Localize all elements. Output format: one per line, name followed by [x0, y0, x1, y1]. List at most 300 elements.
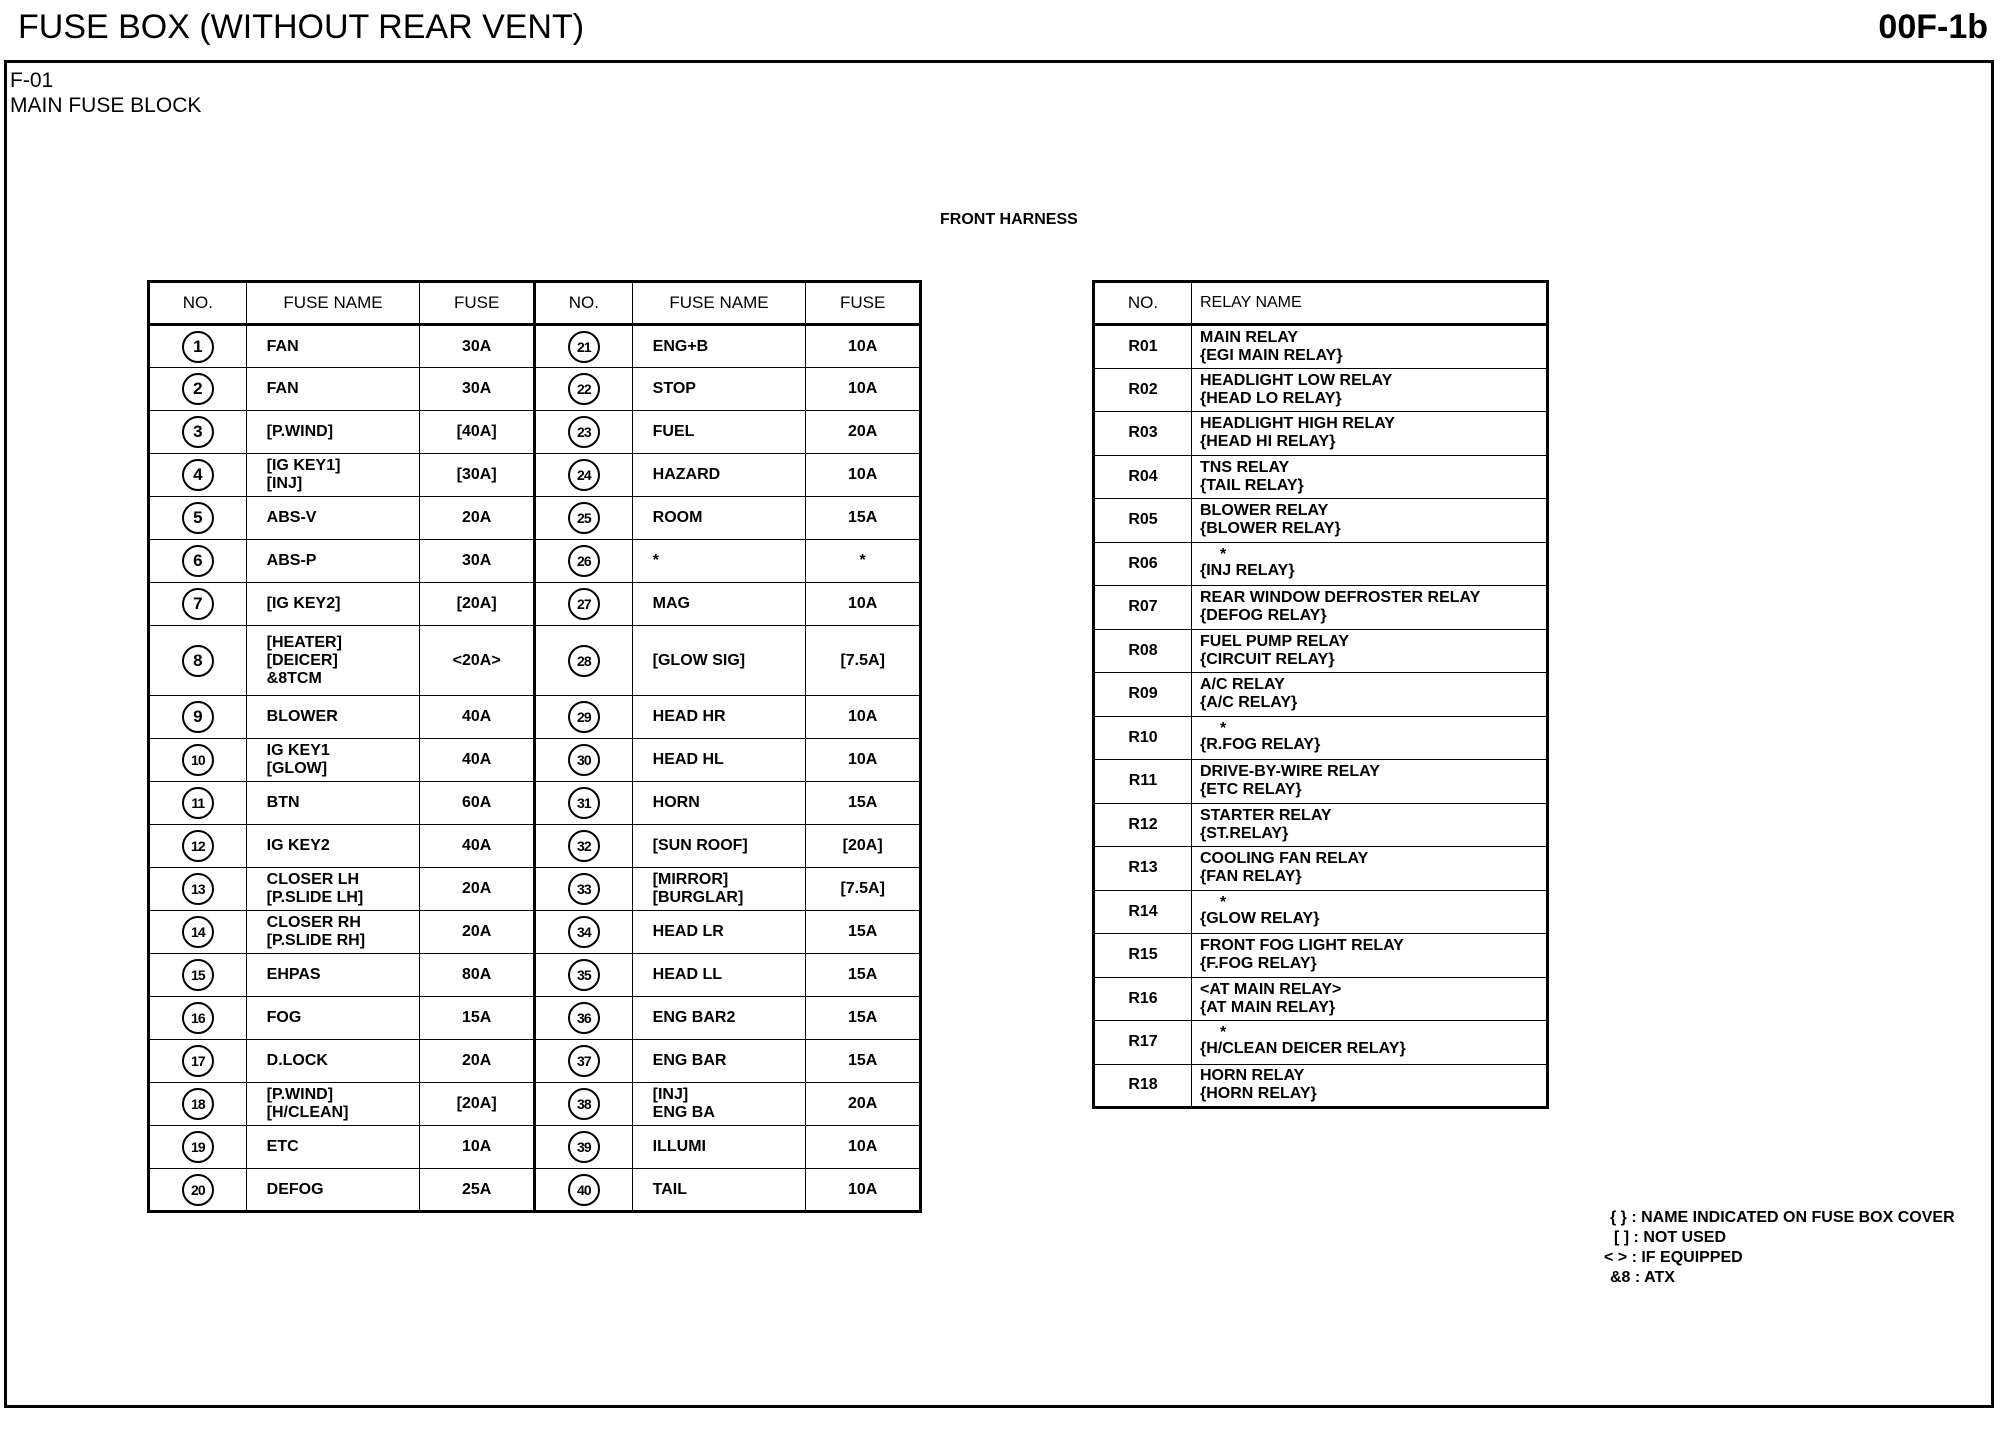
relay-name-cell	[1192, 629, 1548, 673]
fuse-rating: 15A	[806, 997, 921, 1040]
fuse-name-cell	[632, 411, 806, 454]
fuse-no-cell	[149, 997, 247, 1040]
relay-name: STARTER RELAY	[1200, 806, 1332, 824]
relay-name: *	[1220, 719, 1227, 737]
fuse-number-badge: 6	[182, 545, 214, 577]
fuse-name: BLOWER	[266, 708, 338, 725]
fuse-name: *	[652, 552, 659, 569]
fuse-rating: 10A	[806, 583, 921, 626]
fuse-number-badge: 23	[568, 416, 600, 448]
fuse-name-cell	[632, 868, 806, 911]
relay-table	[1092, 280, 1549, 1109]
fuse-number-badge: 25	[568, 502, 600, 534]
fuse-rating: 10A	[806, 696, 921, 739]
fuse-name-cell	[246, 825, 420, 868]
harness-label: FRONT HARNESS	[940, 211, 1078, 228]
fuse-name: [GLOW]	[266, 760, 328, 777]
fuse-name-cell	[246, 454, 420, 497]
fuse-name-cell	[246, 325, 420, 368]
fuse-name: [P.SLIDE RH]	[266, 932, 366, 949]
fuse-number-badge: 31	[568, 787, 600, 819]
fuse-no-cell	[535, 325, 633, 368]
relay-name-cell	[1192, 412, 1548, 456]
fuse-name-cell	[246, 911, 420, 954]
fuse-name: [H/CLEAN]	[266, 1104, 349, 1121]
relay-name: {INJ RELAY}	[1200, 561, 1295, 579]
fuse-number-badge: 13	[182, 873, 214, 905]
relay-name-cell	[1192, 716, 1548, 760]
relay-row	[1094, 1021, 1548, 1065]
fuse-name: [INJ]	[652, 1086, 689, 1103]
relay-row	[1094, 455, 1548, 499]
relay-row	[1094, 1064, 1548, 1108]
fuse-rating: 20A	[806, 1083, 921, 1126]
fuse-number-badge: 18	[182, 1088, 214, 1120]
fuse-name-cell	[246, 696, 420, 739]
fuse-number-badge: 4	[182, 459, 214, 491]
relay-no: R02	[1094, 368, 1192, 412]
fuse-row	[149, 411, 921, 454]
relay-name: {A/C RELAY}	[1200, 694, 1298, 712]
fuse-row	[149, 868, 921, 911]
fuse-rating: 10A	[806, 1126, 921, 1169]
fuse-number-badge: 12	[182, 830, 214, 862]
relay-no: R13	[1094, 847, 1192, 891]
fuse-rating: 20A	[420, 911, 535, 954]
fuse-rating: 25A	[420, 1169, 535, 1212]
relay-no: R17	[1094, 1021, 1192, 1065]
fuse-row	[149, 583, 921, 626]
fuse-no-cell	[149, 497, 247, 540]
fuse-number-badge: 15	[182, 959, 214, 991]
relay-row	[1094, 673, 1548, 717]
connector-label	[10, 68, 201, 118]
fuse-number-badge: 22	[568, 373, 600, 405]
fuse-rating: 10A	[806, 1169, 921, 1212]
fuse-number-badge: 36	[568, 1002, 600, 1034]
fuse-name: [HEATER]	[266, 633, 342, 651]
relay-name: {HEAD LO RELAY}	[1200, 389, 1342, 407]
fuse-rating: 30A	[420, 540, 535, 583]
fuse-name-cell	[632, 911, 806, 954]
fuse-name-cell	[246, 583, 420, 626]
fuse-name: ILLUMI	[652, 1138, 706, 1155]
relay-name-cell	[1192, 934, 1548, 978]
fuse-row	[149, 1040, 921, 1083]
fuse-name: [IG KEY1]	[266, 457, 341, 474]
relay-row	[1094, 542, 1548, 586]
relay-no: R11	[1094, 760, 1192, 804]
fuse-name-cell	[246, 626, 420, 696]
header-no: NO.	[149, 282, 247, 325]
relay-name-cell	[1192, 1021, 1548, 1065]
fuse-name: HEAD LR	[652, 923, 724, 940]
relay-table-header	[1094, 282, 1548, 325]
fuse-table	[147, 280, 922, 1213]
relay-name: TNS RELAY	[1200, 458, 1290, 476]
relay-row	[1094, 499, 1548, 543]
fuse-name-cell	[246, 868, 420, 911]
fuse-name: HAZARD	[652, 466, 721, 483]
fuse-row	[149, 540, 921, 583]
fuse-name-cell	[632, 1126, 806, 1169]
fuse-rating: 40A	[420, 739, 535, 782]
fuse-no-cell	[535, 1126, 633, 1169]
fuse-number-badge: 19	[182, 1131, 214, 1163]
fuse-no-cell	[149, 911, 247, 954]
fuse-row	[149, 954, 921, 997]
fuse-no-cell	[535, 825, 633, 868]
relay-name: {TAIL RELAY}	[1200, 476, 1304, 494]
fuse-number-badge: 39	[568, 1131, 600, 1163]
relay-name: {ST.RELAY}	[1200, 824, 1289, 842]
fuse-name-cell	[632, 540, 806, 583]
fuse-no-cell	[535, 540, 633, 583]
fuse-row	[149, 825, 921, 868]
fuse-row	[149, 739, 921, 782]
fuse-no-cell	[149, 1126, 247, 1169]
fuse-rating: 30A	[420, 325, 535, 368]
fuse-name: [GLOW SIG]	[652, 651, 746, 669]
relay-name: *	[1220, 1024, 1227, 1042]
relay-name: *	[1220, 893, 1227, 911]
fuse-name: [P.WIND]	[266, 423, 334, 440]
fuse-name-cell	[632, 454, 806, 497]
fuse-name-cell	[632, 696, 806, 739]
relay-no: R09	[1094, 673, 1192, 717]
relay-name-cell	[1192, 803, 1548, 847]
relay-name-cell	[1192, 847, 1548, 891]
fuse-number-badge: 30	[568, 744, 600, 776]
fuse-row	[149, 368, 921, 411]
fuse-rating: [7.5A]	[806, 626, 921, 696]
relay-row	[1094, 586, 1548, 630]
page-code: 00F-1b	[1878, 8, 1988, 46]
fuse-name-cell	[632, 997, 806, 1040]
fuse-name: ENG BA	[652, 1104, 715, 1121]
connector-name: MAIN FUSE BLOCK	[10, 94, 202, 117]
fuse-number-badge: 33	[568, 873, 600, 905]
fuse-no-cell	[535, 411, 633, 454]
fuse-name: STOP	[652, 380, 696, 397]
relay-no: R14	[1094, 890, 1192, 934]
fuse-number-badge: 17	[182, 1045, 214, 1077]
fuse-no-cell	[149, 583, 247, 626]
fuse-name: ETC	[266, 1138, 299, 1155]
fuse-name-cell	[246, 954, 420, 997]
fuse-row	[149, 626, 921, 696]
relay-name-cell	[1192, 673, 1548, 717]
relay-no: R15	[1094, 934, 1192, 978]
fuse-no-cell	[535, 1083, 633, 1126]
fuse-rating: 60A	[420, 782, 535, 825]
fuse-name: IG KEY1	[266, 742, 330, 759]
fuse-no-cell	[149, 1083, 247, 1126]
fuse-no-cell	[535, 583, 633, 626]
fuse-rating: <20A>	[420, 626, 535, 696]
relay-name: HORN RELAY	[1200, 1067, 1305, 1085]
relay-row	[1094, 629, 1548, 673]
fuse-name-cell	[246, 368, 420, 411]
fuse-name: [P.SLIDE LH]	[266, 889, 364, 906]
relay-no: R12	[1094, 803, 1192, 847]
legend-note: &8 : ATX	[1610, 1269, 1675, 1286]
fuse-rating: 15A	[806, 954, 921, 997]
fuse-name: IG KEY2	[266, 837, 330, 854]
fuse-rating: [30A]	[420, 454, 535, 497]
fuse-name: FUEL	[652, 423, 695, 440]
fuse-name: FAN	[266, 380, 299, 397]
fuse-number-badge: 32	[568, 830, 600, 862]
fuse-number-badge: 37	[568, 1045, 600, 1077]
relay-name: {AT MAIN RELAY}	[1200, 998, 1336, 1016]
header-fuse-name-2: FUSE NAME	[632, 282, 806, 325]
fuse-name: [IG KEY2]	[266, 595, 341, 612]
fuse-number-badge: 26	[568, 545, 600, 577]
fuse-name-cell	[632, 497, 806, 540]
fuse-name: HORN	[652, 794, 700, 811]
fuse-name: HEAD HL	[652, 751, 724, 768]
relay-name: {BLOWER RELAY}	[1200, 520, 1341, 538]
fuse-name-cell	[632, 368, 806, 411]
fuse-no-cell	[149, 325, 247, 368]
fuse-name: [MIRROR]	[652, 871, 729, 888]
relay-no: R08	[1094, 629, 1192, 673]
fuse-name-cell	[246, 1169, 420, 1212]
fuse-name-cell	[632, 583, 806, 626]
fuse-name-cell	[246, 739, 420, 782]
fuse-rating: [7.5A]	[806, 868, 921, 911]
fuse-number-badge: 8	[182, 645, 214, 677]
fuse-number-badge: 40	[568, 1174, 600, 1206]
fuse-rating: 40A	[420, 825, 535, 868]
fuse-name-cell	[632, 325, 806, 368]
legend-note: < > : IF EQUIPPED	[1604, 1249, 1743, 1266]
fuse-rating: 80A	[420, 954, 535, 997]
fuse-row	[149, 782, 921, 825]
legend-note: [ ] : NOT USED	[1614, 1229, 1726, 1246]
relay-no: R05	[1094, 499, 1192, 543]
fuse-no-cell	[535, 454, 633, 497]
fuse-no-cell	[149, 825, 247, 868]
fuse-rating: [20A]	[420, 583, 535, 626]
fuse-no-cell	[149, 696, 247, 739]
relay-row	[1094, 325, 1548, 369]
fuse-name: FOG	[266, 1009, 302, 1026]
fuse-rating: 15A	[806, 782, 921, 825]
relay-name: {F.FOG RELAY}	[1200, 955, 1317, 973]
fuse-row	[149, 454, 921, 497]
fuse-row	[149, 1126, 921, 1169]
fuse-name-cell	[246, 1083, 420, 1126]
fuse-number-badge: 3	[182, 416, 214, 448]
fuse-no-cell	[535, 1169, 633, 1212]
fuse-name: &8TCM	[266, 669, 322, 687]
fuse-rating: 15A	[806, 911, 921, 954]
relay-row	[1094, 977, 1548, 1021]
fuse-name-cell	[632, 782, 806, 825]
fuse-number-badge: 34	[568, 916, 600, 948]
fuse-rating: *	[806, 540, 921, 583]
header-fuse-name: FUSE NAME	[246, 282, 420, 325]
fuse-number-badge: 2	[182, 373, 214, 405]
fuse-rating: [20A]	[420, 1083, 535, 1126]
fuse-rating: 30A	[420, 368, 535, 411]
fuse-no-cell	[149, 454, 247, 497]
fuse-number-badge: 29	[568, 701, 600, 733]
fuse-number-badge: 24	[568, 459, 600, 491]
fuse-name: CLOSER RH	[266, 914, 361, 931]
fuse-name: BTN	[266, 794, 300, 811]
fuse-number-badge: 1	[182, 331, 214, 363]
fuse-number-badge: 9	[182, 701, 214, 733]
fuse-no-cell	[149, 954, 247, 997]
relay-name-cell	[1192, 1064, 1548, 1108]
relay-row	[1094, 847, 1548, 891]
fuse-rating: 10A	[806, 325, 921, 368]
fuse-no-cell	[535, 497, 633, 540]
fuse-number-badge: 38	[568, 1088, 600, 1120]
fuse-name: HEAD LL	[652, 966, 722, 983]
fuse-name-cell	[632, 626, 806, 696]
legend-note: { } : NAME INDICATED ON FUSE BOX COVER	[1610, 1209, 1955, 1226]
fuse-no-cell	[535, 954, 633, 997]
fuse-row	[149, 325, 921, 368]
fuse-no-cell	[535, 1040, 633, 1083]
relay-no: R03	[1094, 412, 1192, 456]
fuse-rating: 20A	[420, 1040, 535, 1083]
relay-name: FUEL PUMP RELAY	[1200, 632, 1350, 650]
fuse-name: ENG BAR	[652, 1052, 727, 1069]
relay-name: {FAN RELAY}	[1200, 868, 1302, 886]
fuse-name: HEAD HR	[652, 708, 726, 725]
fuse-name: [SUN ROOF]	[652, 837, 748, 854]
fuse-number-badge: 7	[182, 588, 214, 620]
fuse-name-cell	[632, 1169, 806, 1212]
fuse-name: ROOM	[652, 509, 703, 526]
relay-row	[1094, 412, 1548, 456]
relay-name: {H/CLEAN DEICER RELAY}	[1200, 1040, 1406, 1058]
fuse-name: [INJ]	[266, 475, 303, 492]
page-title: FUSE BOX (WITHOUT REAR VENT)	[18, 8, 585, 46]
fuse-no-cell	[535, 911, 633, 954]
fuse-name: EHPAS	[266, 966, 321, 983]
fuse-name: ABS-V	[266, 509, 317, 526]
relay-name: DRIVE-BY-WIRE RELAY	[1200, 763, 1380, 781]
fuse-number-badge: 35	[568, 959, 600, 991]
fuse-rating: [40A]	[420, 411, 535, 454]
header-no-2: NO.	[535, 282, 633, 325]
fuse-row	[149, 997, 921, 1040]
fuse-rating: 20A	[806, 411, 921, 454]
relay-no: R16	[1094, 977, 1192, 1021]
fuse-rating: 10A	[806, 739, 921, 782]
fuse-no-cell	[535, 997, 633, 1040]
fuse-name-cell	[246, 1126, 420, 1169]
relay-name: {HEAD HI RELAY}	[1200, 433, 1336, 451]
relay-name: HEADLIGHT HIGH RELAY	[1200, 415, 1395, 433]
fuse-number-badge: 28	[568, 645, 600, 677]
fuse-rating: 10A	[806, 368, 921, 411]
relay-no: R01	[1094, 325, 1192, 369]
fuse-table-header	[149, 282, 921, 325]
relay-row	[1094, 934, 1548, 978]
fuse-name-cell	[632, 739, 806, 782]
fuse-no-cell	[535, 868, 633, 911]
fuse-name: D.LOCK	[266, 1052, 328, 1069]
header-fuse: FUSE	[420, 282, 535, 325]
fuse-no-cell	[149, 868, 247, 911]
fuse-no-cell	[149, 368, 247, 411]
relay-name-cell	[1192, 586, 1548, 630]
fuse-name-cell	[632, 1083, 806, 1126]
relay-name: MAIN RELAY	[1200, 328, 1299, 346]
fuse-name-cell	[246, 540, 420, 583]
relay-name-cell	[1192, 325, 1548, 369]
fuse-row	[149, 1169, 921, 1212]
relay-no: R04	[1094, 455, 1192, 499]
relay-row	[1094, 368, 1548, 412]
fuse-no-cell	[149, 1169, 247, 1212]
relay-no: R18	[1094, 1064, 1192, 1108]
fuse-row	[149, 497, 921, 540]
connector-id: F-01	[10, 69, 54, 92]
relay-table-body	[1094, 325, 1548, 1108]
fuse-rating: 20A	[420, 868, 535, 911]
fuse-name: [BURGLAR]	[652, 889, 744, 906]
fuse-name: ABS-P	[266, 552, 317, 569]
relay-name: *	[1220, 545, 1227, 563]
fuse-number-badge: 21	[568, 331, 600, 363]
fuse-name: CLOSER LH	[266, 871, 360, 888]
fuse-no-cell	[535, 626, 633, 696]
relay-name: {HORN RELAY}	[1200, 1085, 1317, 1103]
fuse-name: ENG+B	[652, 337, 709, 355]
fuse-row	[149, 1083, 921, 1126]
relay-row	[1094, 760, 1548, 804]
relay-name: {EGI MAIN RELAY}	[1200, 346, 1343, 364]
fuse-no-cell	[149, 411, 247, 454]
relay-name: FRONT FOG LIGHT RELAY	[1200, 937, 1404, 955]
relay-name-cell	[1192, 368, 1548, 412]
fuse-rating: [20A]	[806, 825, 921, 868]
relay-name: {GLOW RELAY}	[1200, 909, 1320, 927]
legend-notes	[1604, 1208, 1955, 1288]
relay-name-cell	[1192, 455, 1548, 499]
fuse-name-cell	[246, 1040, 420, 1083]
relay-name: {CIRCUIT RELAY}	[1200, 650, 1335, 668]
fuse-number-badge: 20	[182, 1174, 214, 1206]
fuse-name-cell	[246, 782, 420, 825]
relay-name: A/C RELAY	[1200, 676, 1285, 694]
fuse-name-cell	[632, 954, 806, 997]
fuse-number-badge: 5	[182, 502, 214, 534]
fuse-name: TAIL	[652, 1180, 688, 1198]
fuse-number-badge: 27	[568, 588, 600, 620]
header-relay-no: NO.	[1094, 282, 1192, 325]
fuse-no-cell	[535, 782, 633, 825]
fuse-number-badge: 10	[182, 744, 214, 776]
fuse-rating: 10A	[806, 454, 921, 497]
fuse-rating: 10A	[420, 1126, 535, 1169]
fuse-rating: 40A	[420, 696, 535, 739]
fuse-table-body	[149, 325, 921, 1212]
relay-name-cell	[1192, 542, 1548, 586]
header-relay-name: RELAY NAME	[1192, 282, 1548, 325]
fuse-no-cell	[149, 626, 247, 696]
fuse-rating: 15A	[420, 997, 535, 1040]
fuse-name-cell	[246, 411, 420, 454]
